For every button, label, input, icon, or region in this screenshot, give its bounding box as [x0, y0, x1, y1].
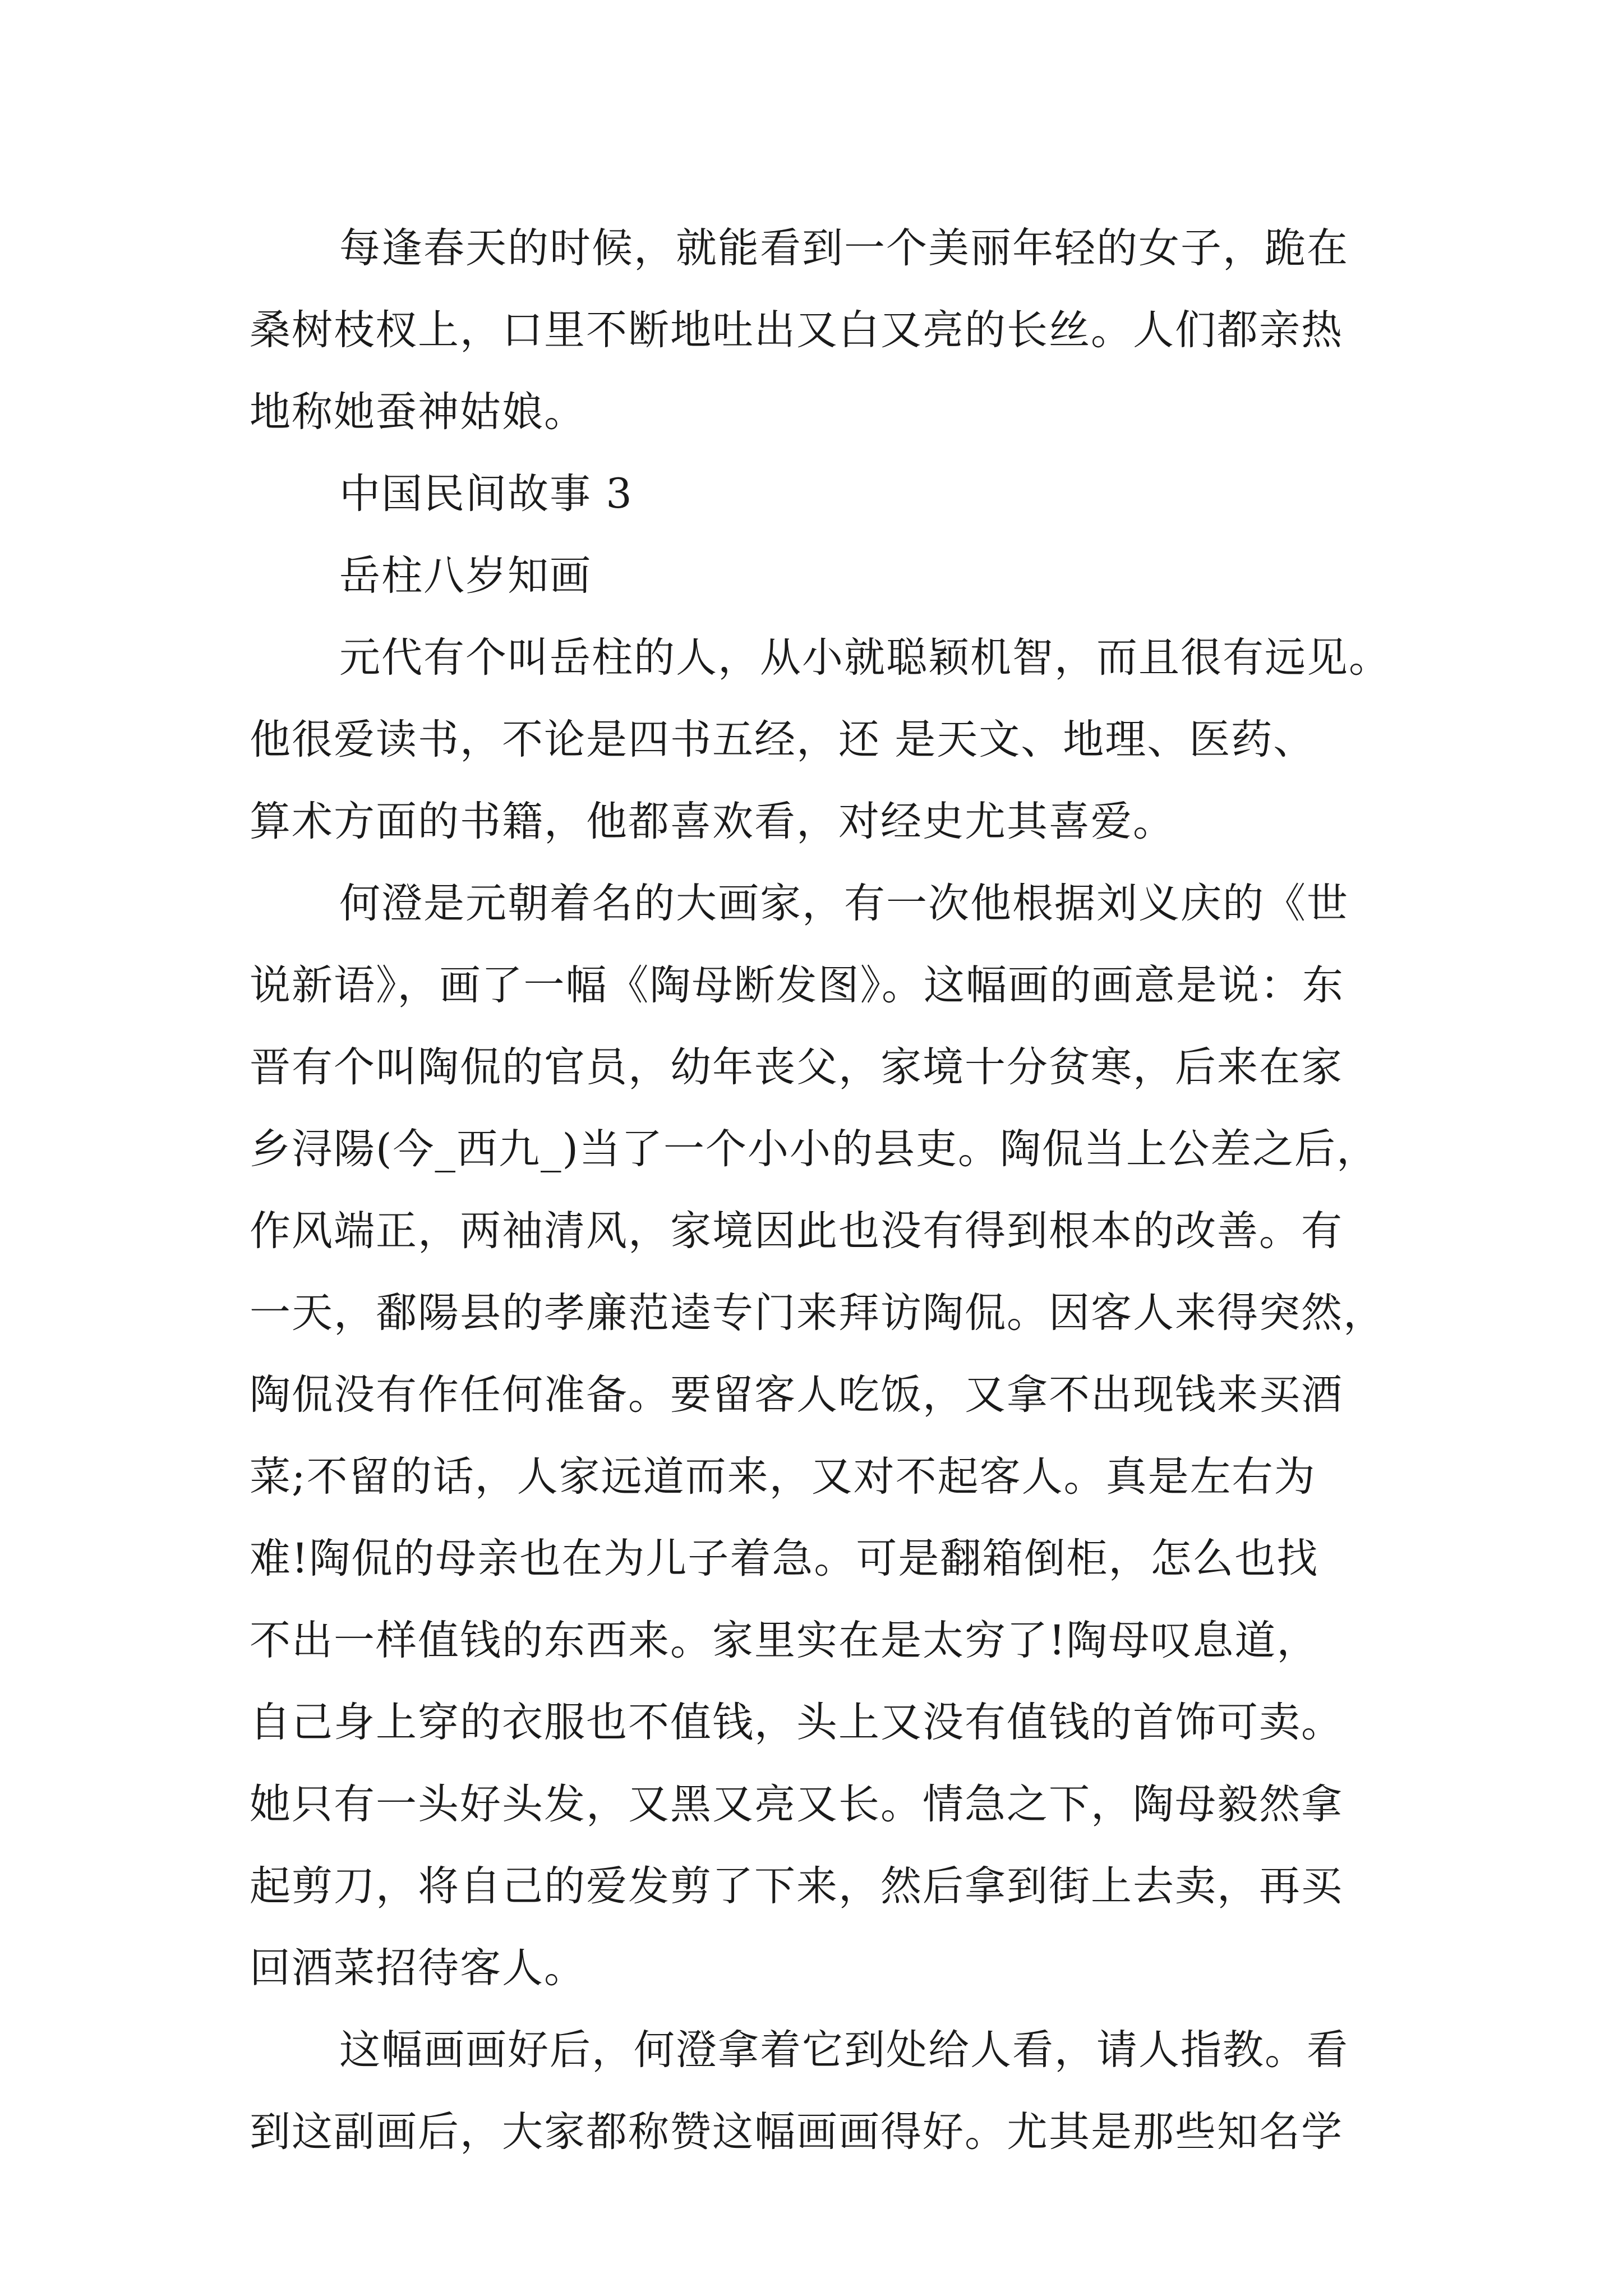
paragraph — [250, 617, 1410, 863]
text-line: 不出一样值钱的东西来。家里实在是太穷了!陶母叹息道， — [250, 1617, 1319, 1664]
text-line: 这幅画画好后，何澄拿着它到处给人看，请人指教。看 — [339, 2026, 1349, 2074]
section-heading — [250, 535, 1410, 617]
text-line: 岳柱八岁知画 — [339, 552, 592, 600]
text-line: 一天，鄱陽县的孝廉范逵专门来拜访陶侃。因客人来得突然， — [250, 1289, 1385, 1337]
text-line: 作风端正，两袖清风，家境因此也没有得到根本的改善。有 — [250, 1207, 1343, 1255]
text-line: 起剪刀，将自己的爱发剪了下来，然后拿到街上去卖，再买 — [250, 1862, 1343, 1910]
text-line: 晋有个叫陶侃的官员，幼年丧父，家境十分贫寒，后来在家 — [250, 1043, 1343, 1091]
text-line: 桑树枝杈上，口里不断地吐出又白又亮的长丝。人们都亲热 — [250, 306, 1343, 354]
text-line: 中国民间故事 3 — [339, 470, 633, 518]
text-line: 难!陶侃的母亲也在为儿子着急。可是翻箱倒柜，怎么也找 — [250, 1535, 1319, 1582]
text-line: 算术方面的书籍，他都喜欢看，对经史尤其喜爱。 — [250, 798, 1175, 845]
text-line: 到这副画后，大家都称赞这幅画画得好。尤其是那些知名学 — [250, 2108, 1343, 2156]
text-line: 菜;不留的话，人家远道而来，又对不起客人。真是左右为 — [250, 1453, 1316, 1501]
text-line: 自己身上穿的衣服也不值钱，头上又没有值钱的首饰可卖。 — [250, 1699, 1343, 1746]
text-line: 说新语》，画了一幅《陶母断发图》。这幅画的画意是说：东 — [250, 961, 1344, 1009]
paragraph — [250, 2009, 1410, 2173]
text-line: 陶侃没有作任何准备。要留客人吃饭，又拿不出现钱来买酒 — [250, 1371, 1343, 1419]
text-line: 他很爱读书，不论是四书五经，还 是天文、地理、医药、 — [250, 716, 1316, 763]
text-line: 元代有个叫岳柱的人，从小就聪颖机智，而且很有远见。 — [339, 634, 1391, 682]
paragraph — [250, 208, 1410, 453]
text-line: 每逢春天的时候，就能看到一个美丽年轻的女子，跪在 — [339, 224, 1349, 272]
text-line: 回酒菜招待客人。 — [250, 1944, 586, 1992]
paragraph — [250, 863, 1410, 2009]
text-line: 她只有一头好头发，又黑又亮又长。情急之下，陶母毅然拿 — [250, 1780, 1343, 1828]
section-heading — [250, 453, 1410, 535]
text-line: 何澄是元朝着名的大画家，有一次他根据刘义庆的《世 — [339, 880, 1349, 927]
text-line: 乡浔陽(今_西九_)当了一个小小的县吏。陶侃当上公差之后， — [250, 1125, 1378, 1173]
document-body — [250, 208, 1410, 2173]
text-line: 地称她蚕神姑娘。 — [250, 388, 586, 436]
